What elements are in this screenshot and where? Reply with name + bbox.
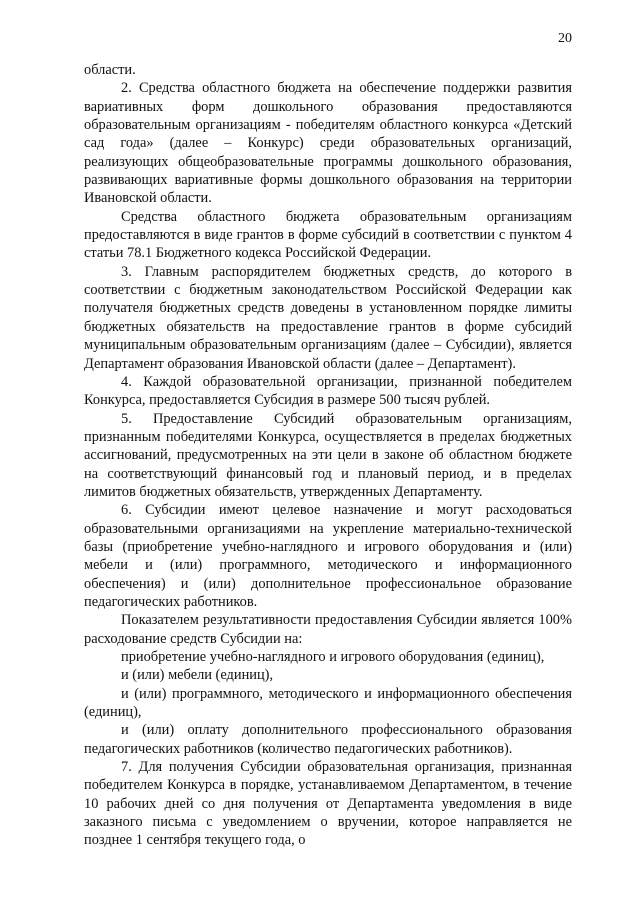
paragraph-item-3: 3. Главным распорядителем бюджетных средств, до которого в соответствии с бюджетным законодательством Российской Федерации как получателя бюджетных средств доведены в установленном порядке лимиты бюджетных обязательств на предоставление грантов в форме субсидий муниципальным образовательным организациям (далее – Субсидии), является Департамент образования Ивановской области (далее – Департамент). (84, 263, 572, 372)
paragraph-item-2: 2. Средства областного бюджета на обеспечение поддержки развития вариативных форм дошкольного образования предоставляются образовательным организациям - победителям областного конкурса «Детский сад года» (далее – Конкурс) среди образовательных организаций, реализующих общеобразовательные программы дошкольного образования, развивающих вариативные формы дошкольного образования на территории Ивановской области. (84, 80, 572, 207)
paragraph-item-7: 7. Для получения Субсидии образовательная организация, признанная победителем Конкурса в порядке, устанавливаемом Департаментом, в течение 10 рабочих дней со дня получения от Департамента уведомления в виде заказного письма с уведомлением о вручении, которое направляется не позднее 1 сентября текущего года, о (84, 759, 572, 849)
paragraph-item-5: 5. Предоставление Субсидий образовательным организациям, признанным победителями Конкурса, осуществляется в пределах бюджетных ассигнований, предусмотренных на эти цели в законе об областном бюджете на соответствующий финансовый год и плановый период, и в пределах лимитов бюджетных обязательств, утвержденных Департаменту. (84, 410, 572, 500)
paragraph-continuation: области. (84, 62, 136, 78)
list-item-software: и (или) программного, методического и информационного обеспечения (единиц), (84, 685, 572, 721)
document-body (84, 61, 572, 850)
list-item-furniture: и (или) мебели (единиц), (121, 667, 274, 684)
list-item-equipment: приобретение учебно-наглядного и игрового оборудования (единиц), (121, 649, 545, 665)
paragraph-item-6: 6. Субсидии имеют целевое назначение и могут расходоваться образовательными организациями на укрепление материально-технической базы (приобретение учебно-наглядного и игрового оборудования и (или) мебели и (или) программного, методического и информационного обеспечения) и (или) дополнительное профессиональное образование педагогических работников. (84, 502, 572, 610)
page-number: 20 (558, 31, 572, 46)
paragraph-performance-indicator: Показателем результативности предоставления Субсидии является 100% расходование средств Субсидии на: (84, 612, 572, 647)
paragraph-item-4: 4. Каждой образовательной организации, признанной победителем Конкурса, предоставляется Субсидия в размере 500 тысяч рублей. (84, 373, 572, 409)
list-item-training: и (или) оплату дополнительного профессионального образования педагогических работников (количество педагогических работников). (84, 722, 572, 757)
paragraph-grants: Средства областного бюджета образовательным организациям предоставляются в виде грантов в форме субсидий в соответствии с пунктом 4 статьи 78.1 Бюджетного кодекса Российской Федерации. (84, 208, 572, 262)
